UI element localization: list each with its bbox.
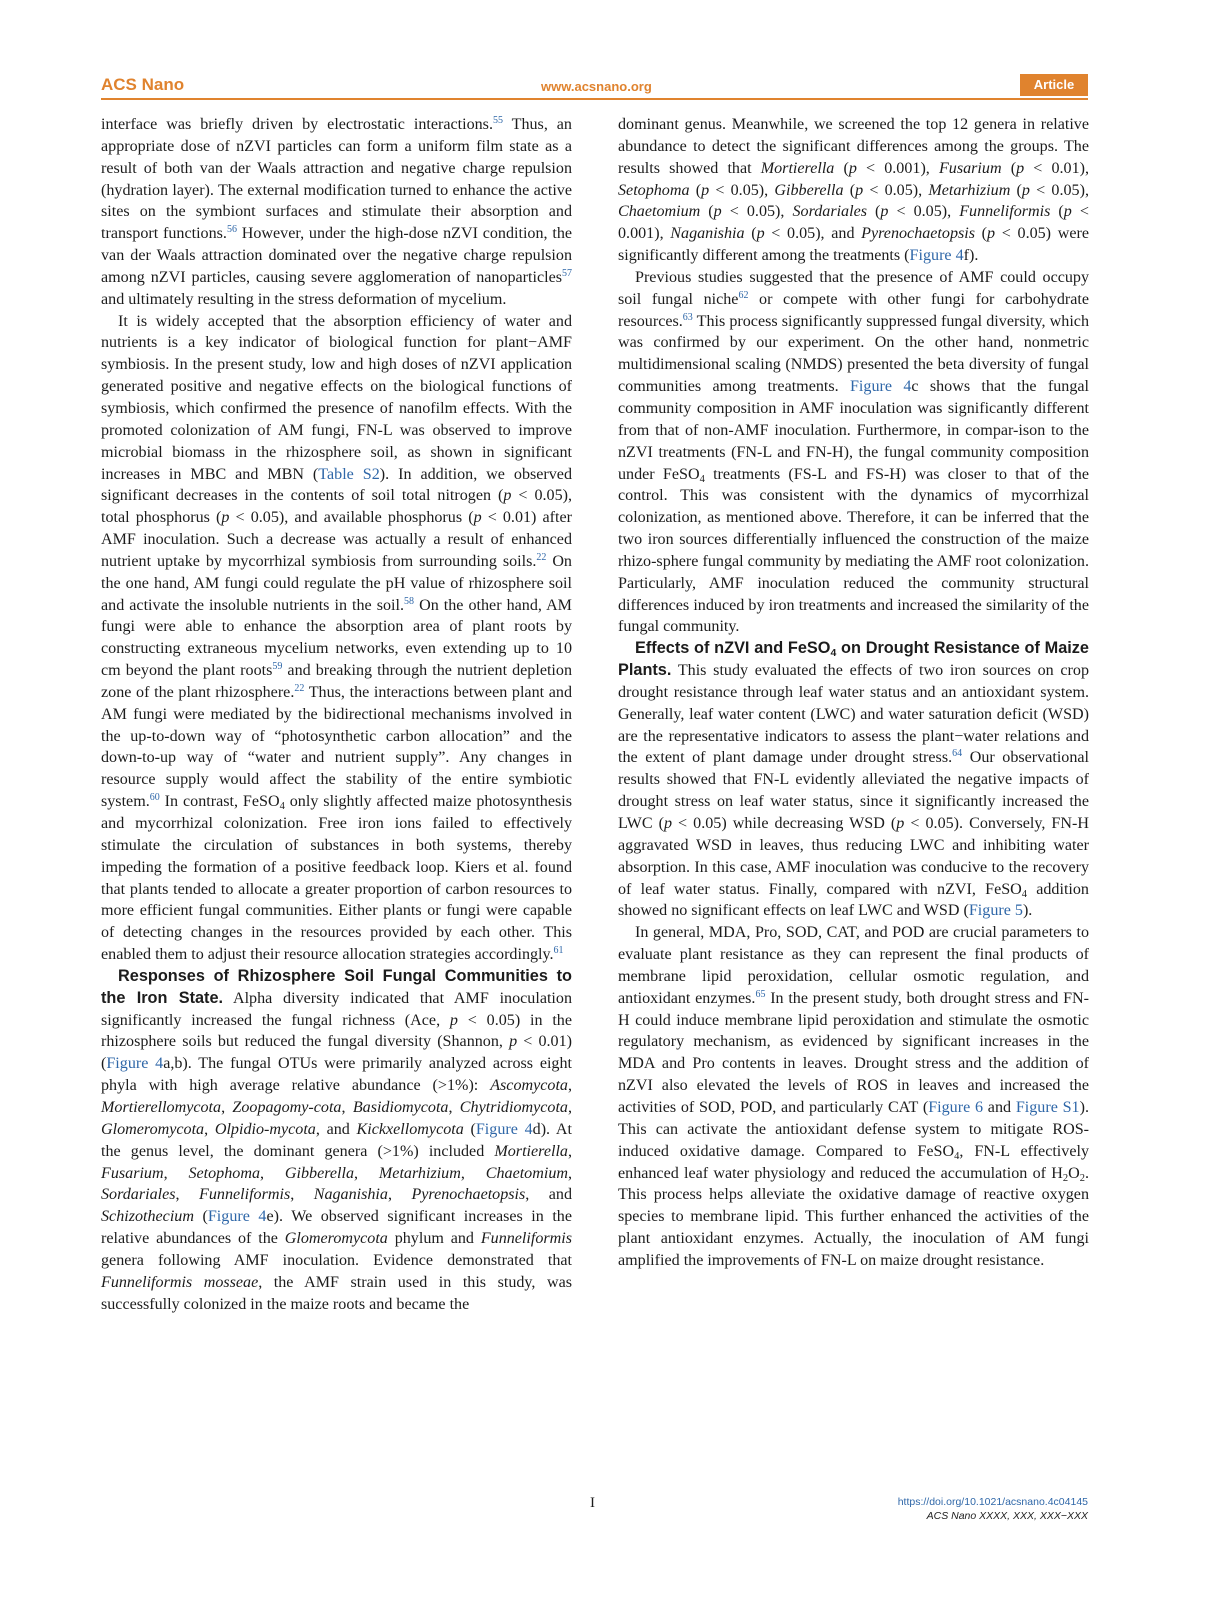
figure-4-link[interactable]: Figure 4 [849,378,912,396]
right-column [618,114,1089,1272]
reference-link[interactable]: 62 [738,289,749,301]
reference-link[interactable]: 55 [492,115,503,126]
figure-5-link[interactable]: Figure 5 [968,902,1023,920]
table-s2-link[interactable]: Table S2 [318,465,380,483]
page-number: I [590,1495,595,1511]
reference-link[interactable]: 61 [553,945,564,957]
journal-name: ACS Nano [101,75,185,94]
figure-6-link[interactable]: Figure 6 [928,1098,984,1116]
left-column [101,114,572,1315]
reference-link[interactable]: 65 [755,988,766,1000]
paragraph: In general, MDA, Pro, SOD, CAT, and POD are crucial parameters to evaluate plant resistance as they can represent the final products of membrane lipid peroxidation, cellular osmotic regulation, and antioxidant enzymes.$^{65}$ In the present study, both drought stress and FN-H could induce membrane lipid peroxidation and stimulate the osmotic regulatory mechanism, as evidenced by significant increases in the MDA and Pro contents in leaves. Drought stress and the addition of nZVI also elevated the levels of ROS in leaves and increased the activities of SOD, POD, and particularly CAT (Figure 6 and Figure S1). This can activate the antioxidant defense system to mitigate ROS-induced oxidative damage. Compared to FeSO$_4$, FN-L effectively enhanced leaf water physiology and reduced the accumulation of $H_2O_2$. This process helps alleviate the oxidative damage of reactive oxygen species to membrane lipid. This further enhanced the activities of the plant antioxidant enzymes. Actually, the inoculation of AM fungi amplified the improvements of FN-L on maize drought resistance. [618,924,1089,1269]
paragraph: Previous studies suggested that the presence of AMF could occupy soil fungal niche$^{62}$ or compete with other fungi for carbohydrate resources.$^{63}$ This process significantly suppressed fungal diversity, which was confirmed by our experiment. On the other hand, nonmetric multidimensional scaling (NMDS) presented the beta diversity of fungal communities among treatments. Figure 4c shows that the fungal community composition in AMF inoculation was significantly different from that of non-AMF inoculation. Furthermore, in compar-ison to the nZVI treatments (FN-L and FN-H), the fungal community composition under FeSO$_4$ treatments (FS-L and FS-H) was closer to that of the control. This was consistent with the dynamics of mycorrhizal colonization, as mentioned above. Therefore, it can be inferred that the two iron sources differentially influenced the construction of the maize rhizo-sphere fungal community by mediating the AMF root colonization. Particularly, AMF inoculation reduced the community structural differences induced by iron treatments and increased the similarity of the fungal community. [618,268,1090,636]
article-type-badge: Article [1020,74,1088,96]
figure-4-link[interactable]: Figure 4 [207,1208,267,1226]
paragraph: It is widely accepted that the absorption efficiency of water and nutrients is a key indicator of biological function for plant−AMF symbiosis. In the present study, low and high doses of nZVI application generated positive and negative effects on the biological functions of symbiosis, which confirmed the presence of nanofilm effects. With the promoted colonization of AM fungi, FN-L was observed to improve microbial biomass in the rhizosphere soil, as shown in significant increases in MBC and MBN (Table S2). In addition, we observed significant decreases in the contents of soil total nitrogen (p < 0.05), total phosphorus (p < 0.05), and available phosphorus (p < 0.01) after AMF inoculation. Such a decrease was actually a result of enhanced nutrient uptake by mycorrhizal symbiosis from surrounding soils.$^{22}$ On the one hand, AM fungi could regulate the pH value of rhizosphere soil and activate the insoluble nutrients in the soil.$^{58}$ On the other hand, AM fungi were able to enhance the absorption area of plant roots by constructing extraneous mycelium networks, even extending up to 10 cm beyond the plant roots$^{59}$ and breaking through the nutrient depletion zone of the plant rhizosphere.$^{22}$ Thus, the interactions between plant and AM fungi were mediated by the bidirectional mechanisms involved in the up-to-down way of “photosynthetic carbon allocation” and the down-to-up way of “water and nutrient supply”. Any changes in resource supply would affect the stability of the entire symbiotic system.$^{60}$ In contrast, FeSO$_4$ only slightly affected maize photosynthesis and mycorrhizal colonization. Free iron ions failed to effectively stimulate the circulation of substances in both systems, thereby impeding the formation of a positive feedback loop. Kiers et al. found that plants tended to allocate a greater proportion of carbon resources to more efficient fungal communities. Either plants or fungi were capable of detecting changes in the resources provided by each other. This enabled them to adjust their resource allocation strategies accordingly.$^{61}$ [101,312,572,964]
paragraph: interface was briefly driven by electrostatic interactions.$^{55}$ Thus, an appropriate dose of nZVI particles can form a uniform film state as a result of both van der Waals attraction and negative charge repulsion (hydration layer). The external modification turned to enhance the active sites on the symbiont surfaces and stimulate their absorption and transport functions.$^{56}$ However, under the high-dose nZVI condition, the van der Waals attraction dominated over the negative charge repulsion among nZVI particles, causing severe agglomeration of nanoparticles$^{57}$ and ultimately resulting in the stress deformation of mycelium. [101,115,573,308]
doi-link[interactable]: https://doi.org/10.1021/acsnano.4c04145 [897,1496,1088,1508]
reference-link[interactable]: 56 [226,224,237,236]
page-header [101,74,1088,99]
figure-4-link[interactable]: Figure 4 [106,1055,164,1073]
reference-link[interactable]: 59 [272,661,283,673]
figure-s1-link[interactable]: Figure S1 [1015,1098,1080,1116]
reference-link[interactable]: 63 [682,311,693,323]
reference-link[interactable]: 60 [149,792,160,804]
reference-link[interactable]: 22 [536,551,547,563]
figure-4-link[interactable]: Figure 4 [475,1120,533,1138]
reference-link[interactable]: 64 [952,748,963,760]
paragraph: Effects of nZVI and FeSO$_4$ on Drought Resistance of Maize Plants. This study evaluated the effects of two iron sources on crop drought resistance through leaf water status and an antioxidant system. Generally, leaf water content (LWC) and water saturation deficit (WSD) are the representative indicators to assess the plant−water relations and the extent of plant damage under drought stress.$^{64}$ Our observational results showed that FN-L evidently alleviated the negative impacts of drought stress on leaf water status, since it significantly increased the LWC (p < 0.05) while decreasing WSD (p < 0.05). Conversely, FN-H aggravated WSD in leaves, thus reducing LWC and inhibiting water absorption. In this case, AMF inoculation was conducive to the recovery of leaf water status. Finally, compared with nZVI, FeSO$_4$ addition showed no significant effects on leaf LWC and WSD (Figure 5). [618,639,1089,920]
paragraph: Responses of Rhizosphere Soil Fungal Communities to the Iron State. Alpha diversity indicated that AMF inoculation significantly increased the fungal richness (Ace, p < 0.05) in the rhizosphere soils but reduced the fungal diversity (Shannon, p < 0.01) (Figure 4a,b). The fungal OTUs were primarily analyzed across eight phyla with high average relative abundance (>1%): Ascomycota, Mortierellomycota, Zoopagomy-cota, Basidiomycota, Chytridiomycota, Glomeromycota, Olpidio-mycota, and Kickxellomycota (Figure 4d). At the genus level, the dominant genera (>1%) included Mortierella, Fusarium, Setophoma, Gibberella, Metarhizium, Chaetomium, Sordariales, Funneliformis, Naganishia, Pyrenochaetopsis, and Schizothecium (Figure 4e). We observed significant increases in the relative abundances of the Glomeromycota phylum and Funneliformis genera following AMF inoculation. Evidence demonstrated that Funneliformis mosseae, the AMF strain used in this study, was successfully colonized in the maize roots and became the [101,966,573,1313]
header-rule [101,98,1088,100]
reference-link[interactable]: 58 [404,595,415,607]
figure-4-link[interactable]: Figure 4 [909,247,964,265]
journal-website-link[interactable]: www.acsnano.org [541,79,652,94]
reference-link[interactable]: 57 [562,267,572,279]
reference-link[interactable]: 22 [294,682,305,694]
paragraph: dominant genus. Meanwhile, we screened the top 12 genera in relative abundance to detect the significant differences among the groups. The results showed that Mortierella (p < 0.001), Fusarium (p < 0.01), Setophoma (p < 0.05), Gibberella (p < 0.05), Metarhizium (p < 0.05), Chaetomium (p < 0.05), Sordariales (p < 0.05), Funneliformis (p < 0.001), Naganishia (p < 0.05), and Pyrenochaetopsis (p < 0.05) were significantly different among the treatments (Figure 4f). [618,116,1090,265]
citation-line: ACS Nano XXXX, XXX, XXX−XXX [926,1510,1088,1522]
section-heading: Effects of nZVI and FeSO$_4$ on Drought Resistance of Maize Plants. [618,639,1089,680]
section-heading: Responses of Rhizosphere Soil Fungal Communities to the Iron State. [101,966,572,1007]
